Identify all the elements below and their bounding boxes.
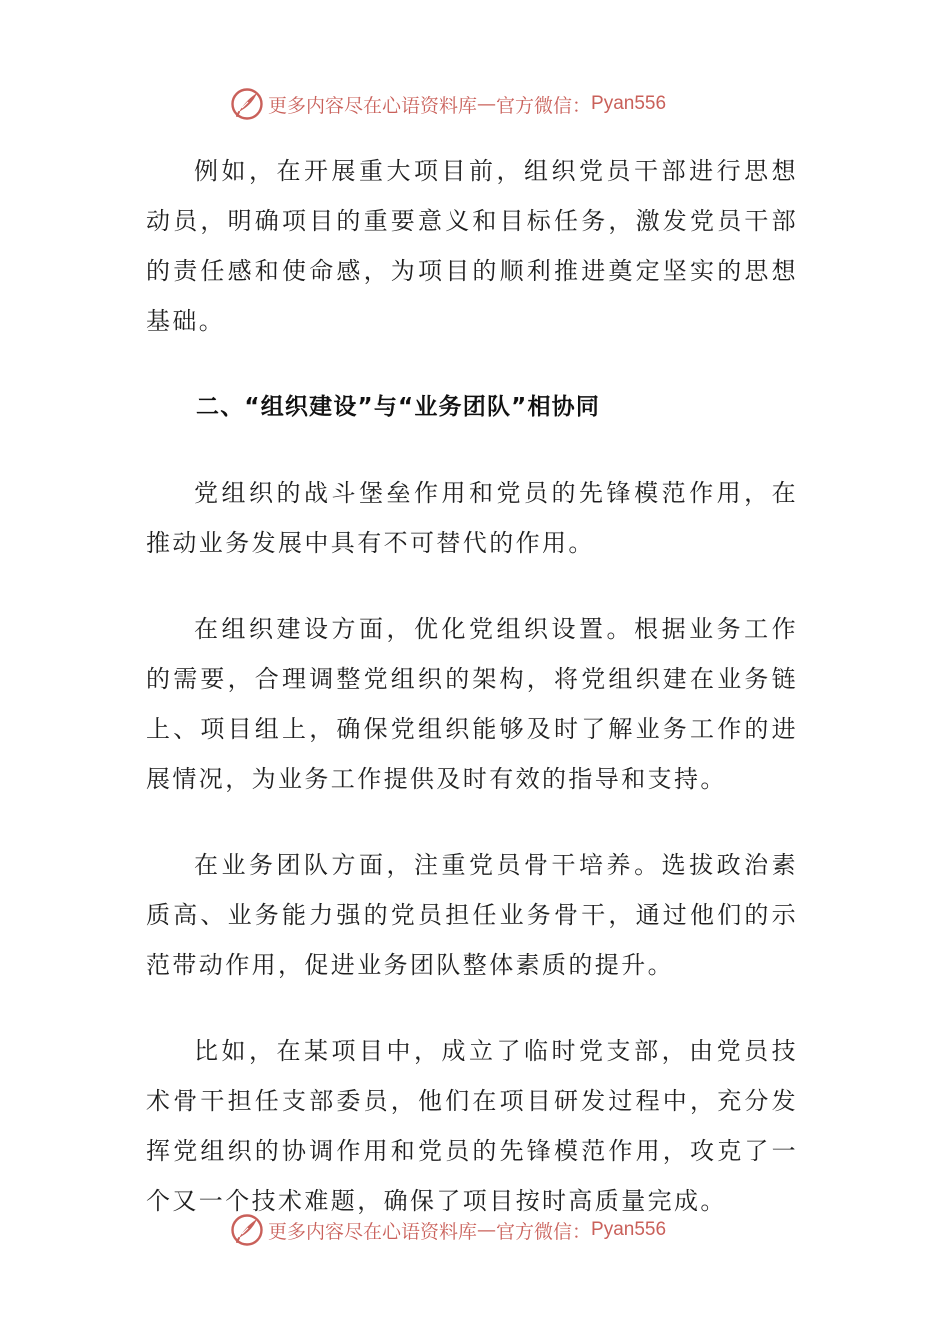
paragraph: 例如，在开展重大项目前，组织党员干部进行思想动员，明确项目的重要意义和目标任务，激发党员干部的责任感和使命感，为项目的顺利推进奠定坚实的思想基础。 xyxy=(146,157,798,335)
spacer xyxy=(146,568,798,604)
quill-logo-icon xyxy=(230,1213,264,1247)
watermark-id: Pyan556 xyxy=(591,93,667,114)
section-heading: 二、“组织建设”与“业务团队”相协同 xyxy=(196,394,601,420)
paragraph: 比如，在某项目中，成立了临时党支部，由党员技术骨干担任支部委员，他们在项目研发过程中，充分发挥党组织的协调作用和党员的先锋模范作用，攻克了一个又一个技术难题，确保了项目按时高质量完成。 xyxy=(146,1037,798,1215)
watermark-separator: — xyxy=(477,93,497,115)
spacer xyxy=(146,432,798,468)
paragraph: 在业务团队方面，注重党员骨干培养。选拔政治素质高、业务能力强的党员担任业务骨干，通过他们的示范带动作用，促进业务团队整体素质的提升。 xyxy=(146,851,798,979)
watermark-main-text: 更多内容尽在心语资料库 xyxy=(268,1220,478,1243)
watermark-channel-text: 官方微信： xyxy=(496,1220,592,1243)
watermark-channel-text: 官方微信： xyxy=(496,94,592,117)
watermark-footer xyxy=(230,1212,750,1248)
spacer xyxy=(146,804,798,840)
document-body xyxy=(146,146,798,1226)
spacer xyxy=(146,990,798,1026)
spacer xyxy=(146,346,798,382)
paragraph: 党组织的战斗堡垒作用和党员的先锋模范作用，在推动业务发展中具有不可替代的作用。 xyxy=(146,479,798,557)
watermark-id: Pyan556 xyxy=(591,1219,667,1240)
watermark-separator: — xyxy=(477,1219,497,1241)
watermark-main-text: 更多内容尽在心语资料库 xyxy=(268,94,478,117)
quill-logo-icon xyxy=(230,87,264,121)
paragraph: 在组织建设方面，优化党组织设置。根据业务工作的需要，合理调整党组织的架构，将党组织建在业务链上、项目组上，确保党组织能够及时了解业务工作的进展情况，为业务工作提供及时有效的指导和支持。 xyxy=(146,615,798,793)
watermark-header xyxy=(230,86,750,122)
